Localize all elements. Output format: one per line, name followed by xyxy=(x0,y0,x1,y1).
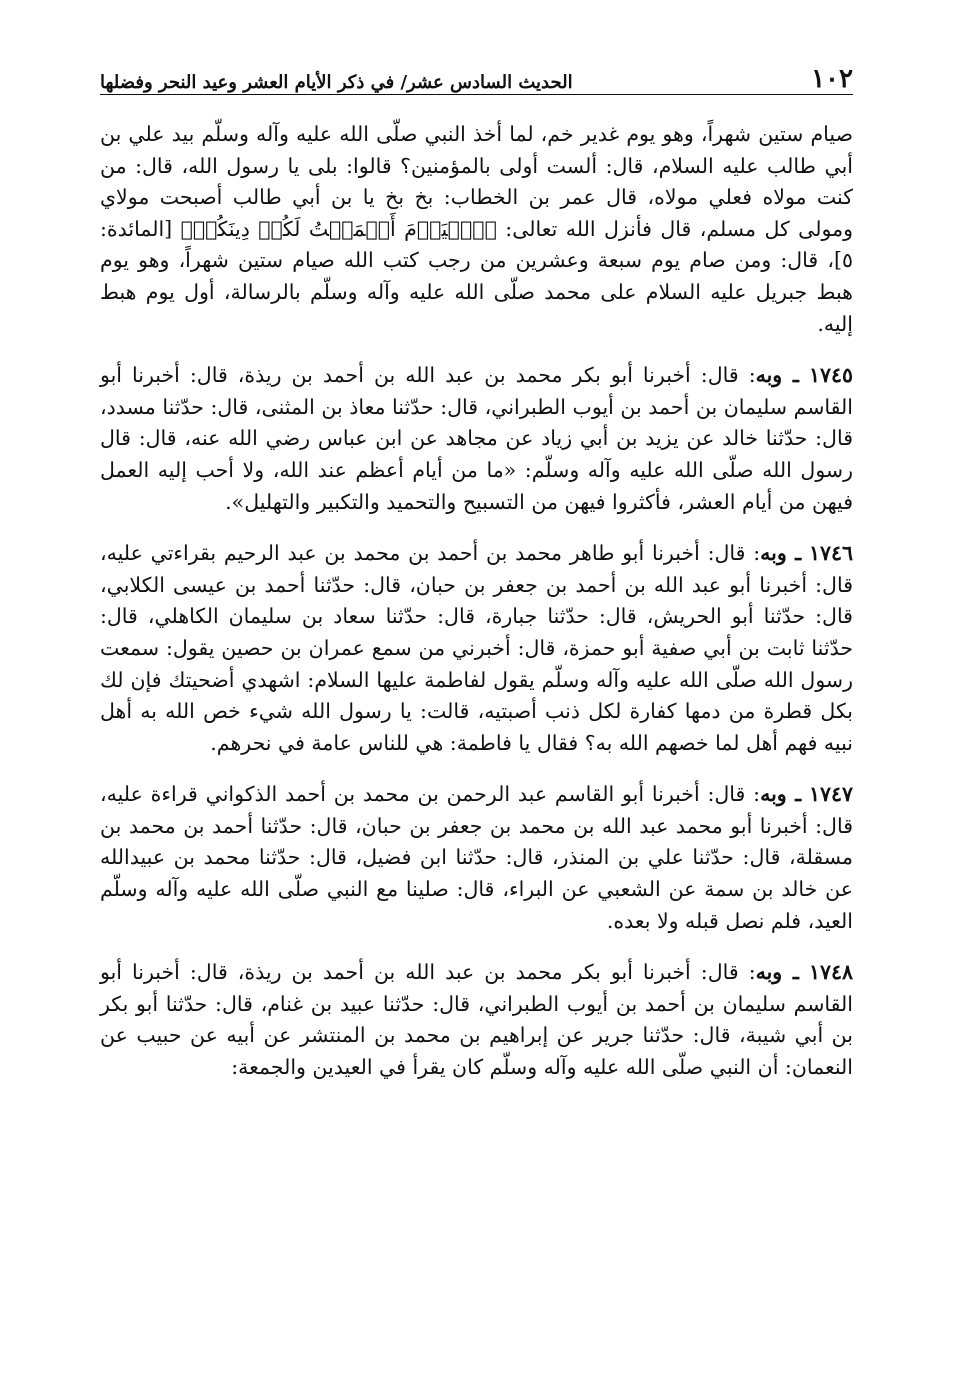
hadith-lead: ـ وبه xyxy=(755,960,799,985)
hadith-number: ١٧٤٧ xyxy=(808,782,853,807)
hadith-number: ١٧٤٥ xyxy=(808,363,853,388)
hadith-lead: ـ وبه xyxy=(755,363,799,388)
paragraph-text: صيام ستين شهراً، وهو يوم غدير خم، لما أخذ النبي صلّى الله عليه وآله وسلّم بيد علي بن أبي طالب عليه السلام، قال: ألست أولى بالمؤمنين؟ قالوا: بلى يا رسول الله، قال: من كنت مولاه فعلي مولاه، قال عمر بن الخطاب: بخ بخ يا بن أبي طالب أصبحت مولاي ومولى كل مسلم، قال فأنزل الله تعالى: ﴿ٱلۡيَوۡمَ أَكۡمَلۡتُ لَكُمۡ دِينَكُمۡ﴾ [المائدة: ٥]، قال: ومن صام يوم سبعة وعشرين من رجب كتب الله صيام ستين شهراً، وهو يوم هبط جبريل عليه السلام على محمد صلّى الله عليه وآله وسلّم بالرسالة، أول يوم هبط إليه. xyxy=(100,122,853,336)
hadith-number: ١٧٤٨ xyxy=(808,960,853,985)
hadith-1748 xyxy=(100,957,853,1083)
hadith-text: : قال: أخبرنا أبو طاهر محمد بن أحمد بن محمد بن عبد الرحيم بقراءتي عليه، قال: أخبرنا أبو عبد الله بن أحمد بن جعفر بن حبان، قال: حدّثنا أحمد بن عيسى الكلابي، قال: حدّثنا أبو الحريش، قال: حدّثنا جبارة، قال: حدّثنا سعاد بن سليمان الكاهلي، قال: حدّثنا ثابت بن أبي صفية أبو حمزة، قال: أخبرني من سمع عمران بن حصين يقول: سمعت رسول الله صلّى الله عليه وآله وسلّم يقول لفاطمة عليها السلام: اشهدي أضحيتك فإن لك بكل قطرة من دمها كفارة لكل ذنب أصبتيه، قالت: يا رسول الله شيء خص الله به أهل نبيه فهم أهل لما خصهم الله به؟ فقال يا فاطمة: هي للناس عامة في نحرهم. xyxy=(100,541,853,755)
page-header xyxy=(100,58,853,95)
hadith-1747 xyxy=(100,779,853,937)
hadith-1746 xyxy=(100,538,853,759)
hadith-1745 xyxy=(100,360,853,518)
page-number: ١٠٢ xyxy=(811,64,853,94)
hadith-text: : قال: أخبرنا أبو القاسم عبد الرحمن بن محمد بن أحمد الذكواني قراءة عليه، قال: أخبرنا أبو محمد عبد الله بن محمد بن جعفر بن حبان، قال: حدّثنا أحمد بن محمد بن مسقلة، قال: حدّثنا علي بن المنذر، قال: حدّثنا ابن فضيل، قال: حدّثنا محمد بن عبيدالله عن خالد بن سمة عن الشعبي عن البراء، قال: صلينا مع النبي صلّى الله عليه وآله وسلّم العيد، فلم نصل قبله ولا بعده. xyxy=(100,782,853,933)
hadith-lead: ـ وبه xyxy=(760,541,802,566)
hadith-number: ١٧٤٦ xyxy=(808,541,853,566)
hadith-text: : قال: أخبرنا أبو بكر محمد بن عبد الله بن أحمد بن ريذة، قال: أخبرنا أبو القاسم سليمان بن أحمد بن أيوب الطبراني، قال: حدّثنا عبيد بن غنام، قال: حدّثنا أبو بكر بن أبي شيبة، قال: حدّثنا جرير عن إبراهيم بن محمد بن المنتشر عن أبيه عن حبيب عن النعمان: أن النبي صلّى الله عليه وآله وسلّم كان يقرأ في العيدين والجمعة: xyxy=(100,960,853,1080)
hadith-text: : قال: أخبرنا أبو بكر محمد بن عبد الله بن أحمد بن ريذة، قال: أخبرنا أبو القاسم سليمان بن أحمد بن أيوب الطبراني، قال: حدّثنا معاذ بن المثنى، قال: حدّثنا مسدد، قال: حدّثنا خالد عن يزيد بن أبي زياد عن مجاهد عن ابن عباس رضي الله عنه، قال: قال رسول الله صلّى الله عليه وآله وسلّم: «ما من أيام أعظم عند الله، ولا أحب إليه العمل فيهن من أيام العشر، فأكثروا فيهن من التسبيح والتحميد والتكبير والتهليل». xyxy=(100,363,853,514)
hadith-lead: ـ وبه xyxy=(760,782,802,807)
paragraph-continuation xyxy=(100,119,853,340)
running-title: الحديث السادس عشر/ في ذكر الأيام العشر وعيد النحر وفضلها xyxy=(100,72,573,93)
